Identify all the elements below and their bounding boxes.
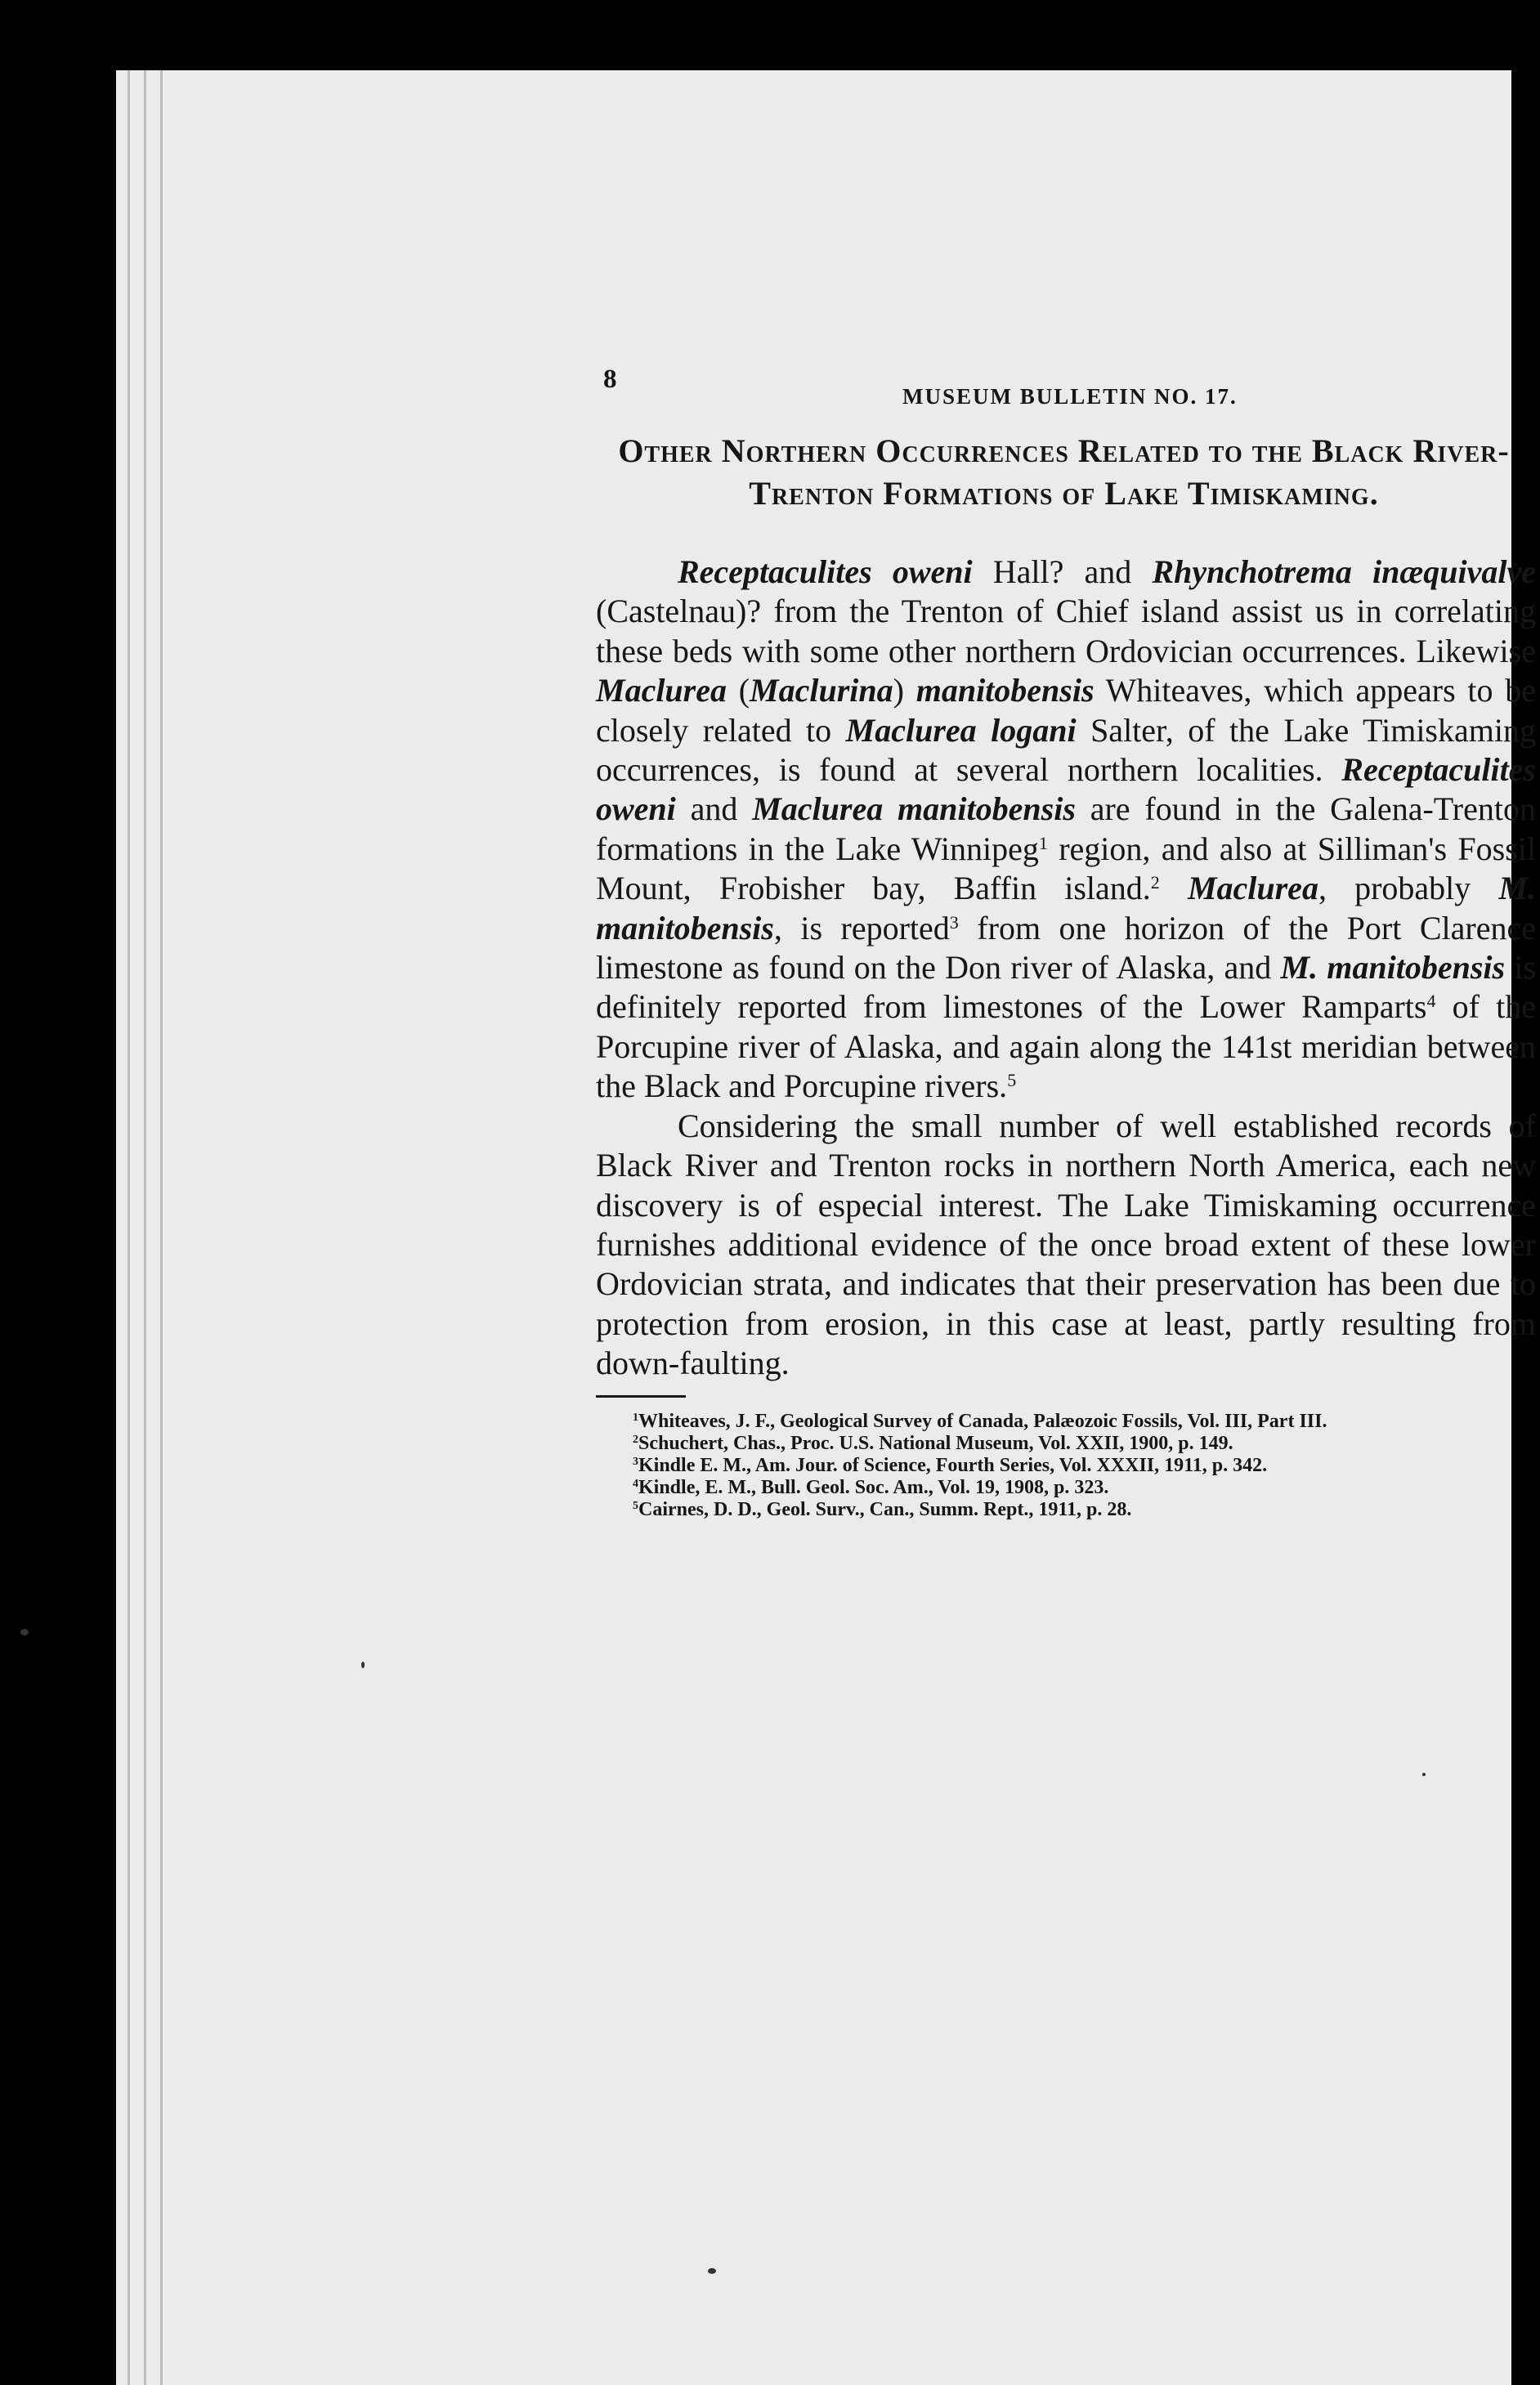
text-run: region, and also at Silliman's Fossil Mount, Frobisher bay, Baffin island. — [596, 830, 1536, 907]
page-edge-line — [144, 70, 146, 2385]
footnote-mark: 1 — [633, 1411, 638, 1424]
footnote-text: Kindle, E. M., Bull. Geol. Soc. Am., Vol. 19, 1908, p. 323. — [638, 1476, 1109, 1498]
species-name: Receptaculites oweni — [678, 553, 973, 590]
footnote-text: Schuchert, Chas., Proc. U.S. National Museum, Vol. XXII, 1900, p. 149. — [638, 1432, 1233, 1454]
scan-speck — [361, 1662, 365, 1668]
header-title: MUSEUM BULLETIN NO. 17. — [902, 384, 1238, 409]
page-edge-line — [160, 70, 163, 2385]
paragraph: Considering the small number of well established records of Black River and Trenton rocks in northern North America, each new discovery is of especial interest. The Lake Timiskaming occurrence furnishes additional evidence of the once broad extent of these lower Ordovician strata, and indicates that their preservation has been due to protection from erosion, in this case at least, partly resulting from down-faulting. — [596, 1107, 1536, 1382]
species-name: M. manitobensis — [1280, 949, 1506, 987]
scan-speck — [20, 1629, 29, 1635]
scan-speck — [708, 2268, 716, 2274]
footnote — [633, 1455, 1507, 1477]
footnote-mark: 2 — [633, 1433, 638, 1446]
footnote — [633, 1499, 1507, 1521]
species-name: manitobensis — [915, 672, 1095, 709]
footnote-text: Whiteaves, J. F., Geological Survey of Canada, Palæozoic Fossils, Vol. III, Part III. — [638, 1410, 1327, 1432]
footnote-ref: 5 — [1007, 1070, 1017, 1091]
text-run: Salter, of the Lake Timiskaming occurrences, is found at several northern localities. — [596, 711, 1536, 789]
footnote — [633, 1477, 1507, 1499]
footnote-text: Cairnes, D. D., Geol. Surv., Can., Summ. Rept., 1911, p. 28. — [638, 1498, 1132, 1520]
footnote-mark: 3 — [633, 1455, 638, 1468]
scan-speck — [1422, 1773, 1426, 1776]
text-run: is definitely reported from limestones of the Lower Ramparts — [596, 949, 1536, 1026]
page-number: 8 — [603, 365, 617, 394]
running-head — [477, 365, 1540, 414]
text-run: , probably — [1318, 870, 1499, 907]
text-run — [1160, 870, 1188, 906]
species-name: M. manitobensis — [596, 870, 1537, 946]
footnotes — [633, 1411, 1507, 1521]
text-run: Whiteaves, which appears to be closely related to — [596, 672, 1536, 749]
footnote-ref: 3 — [949, 911, 959, 933]
text-run: (Castelnau)? from the Trenton of Chief island assist us in correlating these beds with some other northern Ordovician occurrences. Likewise — [596, 593, 1536, 669]
text-run: are found in the Galena-Trenton formations in the Lake Winnipeg — [596, 790, 1536, 867]
text-run: ( — [727, 672, 750, 709]
footnote-rule — [596, 1395, 686, 1398]
section-heading: Other Northern Occurrences Related to the Black River-Trenton Formations of Lake Timiskaming. — [618, 432, 1510, 512]
footnote-text: Kindle E. M., Am. Jour. of Science, Fourth Series, Vol. XXXII, 1911, p. 342. — [638, 1454, 1268, 1476]
body-text — [596, 553, 1536, 1384]
text-run: , is reported — [773, 909, 950, 946]
footnote-mark: 5 — [633, 1499, 638, 1512]
species-name: Receptaculites oweni — [596, 751, 1536, 828]
page-sheet — [116, 70, 1537, 2385]
footnote-ref: 4 — [1426, 991, 1436, 1012]
paragraph — [596, 553, 1536, 1107]
species-name: Maclurea manitobensis — [752, 790, 1076, 828]
text-run: ) — [893, 672, 916, 709]
footnote — [633, 1411, 1507, 1433]
footnote — [633, 1433, 1507, 1455]
species-name: Maclurea — [1187, 870, 1318, 907]
species-name: Maclurea logani — [845, 711, 1077, 749]
text-run: from one horizon of the Port Clarence limestone as found on the Don river of Alaska, and — [596, 909, 1536, 987]
species-name: Maclurea — [596, 672, 727, 709]
text-run: of the Porcupine river of Alaska, and again along the 141st meridian between the Black and Porcupine rivers. — [596, 988, 1536, 1105]
text-run: Hall? and — [972, 553, 1153, 590]
species-name: Maclurina — [750, 672, 893, 709]
text-run: and — [675, 790, 753, 828]
page-edge-line — [128, 70, 130, 2385]
species-name: Rhynchotrema inæquivalve — [1152, 553, 1537, 590]
page-content — [477, 365, 1540, 1521]
footnote-ref: 2 — [1150, 872, 1160, 893]
footnote-ref: 1 — [1038, 832, 1048, 853]
footnote-mark: 4 — [633, 1477, 638, 1490]
